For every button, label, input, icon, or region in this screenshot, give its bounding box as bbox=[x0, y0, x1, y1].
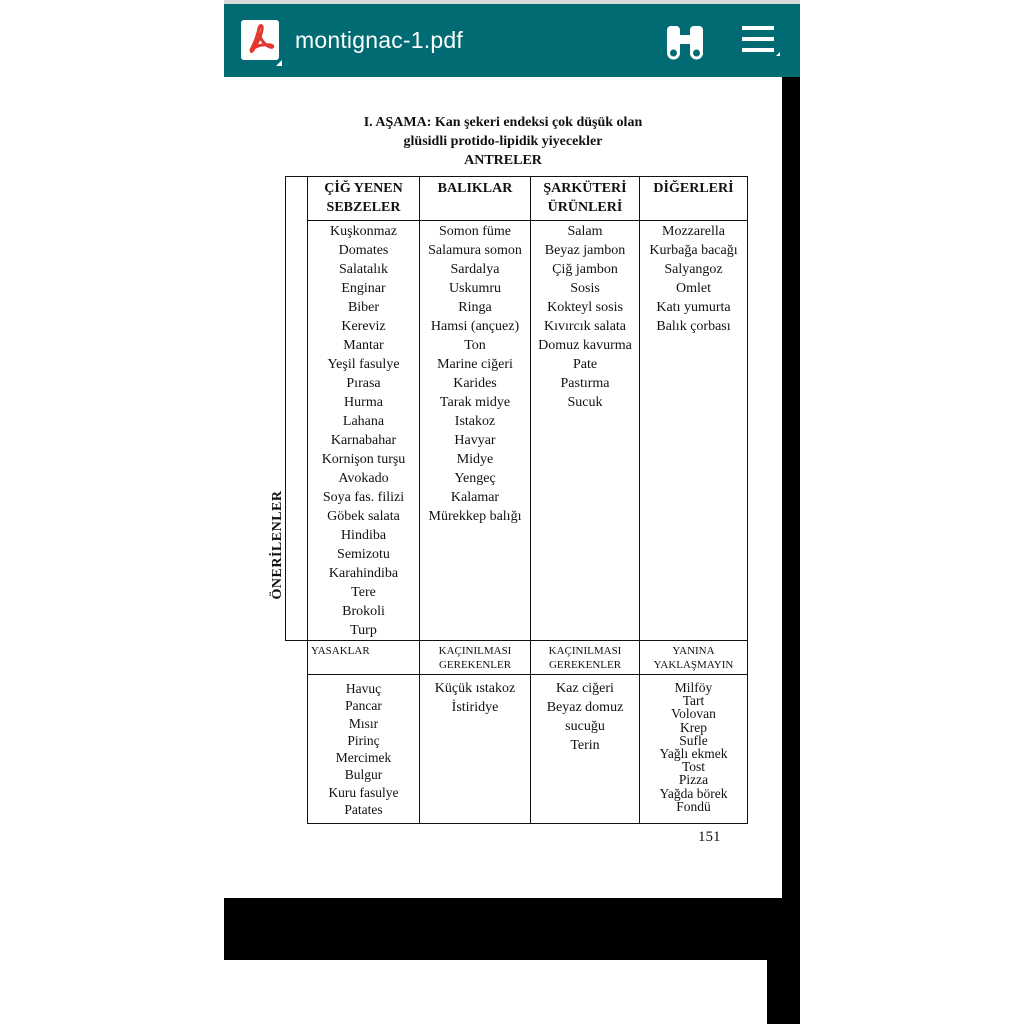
list-item: Ton bbox=[464, 338, 486, 353]
recommended-list-vegetables bbox=[308, 222, 419, 640]
pdf-icon[interactable] bbox=[241, 20, 279, 60]
heading-line-3: ANTRELER bbox=[464, 153, 542, 168]
list-item: Tart bbox=[682, 693, 705, 709]
list-item: Krep bbox=[680, 719, 707, 735]
page-gap bbox=[224, 898, 800, 960]
list-item: Mantar bbox=[343, 338, 384, 353]
forbidden-header-vegetables: YASAKLAR bbox=[311, 645, 370, 657]
col-header-line: BALIKLAR bbox=[437, 181, 513, 196]
forbidden-list-vegetables bbox=[308, 680, 419, 818]
list-item: Uskumru bbox=[448, 281, 502, 296]
toolbar bbox=[224, 0, 800, 77]
list-item: Karahindiba bbox=[328, 566, 399, 581]
pdf-viewer-app bbox=[224, 0, 800, 1024]
list-item: Kornişon turşu bbox=[321, 452, 406, 467]
list-item: Çiğ jambon bbox=[552, 262, 618, 277]
list-item: Mısır bbox=[348, 715, 379, 731]
forbidden-header-line: GEREKENLER bbox=[438, 659, 512, 671]
list-item: Enginar bbox=[341, 281, 386, 296]
file-title: montignac-1.pdf bbox=[295, 27, 463, 53]
forbidden-header-line: GEREKENLER bbox=[548, 659, 622, 671]
list-item: Sufle bbox=[679, 732, 708, 748]
list-item: Hamsi (ançuez) bbox=[430, 319, 520, 334]
list-item: Hindiba bbox=[340, 528, 387, 543]
list-item: Pate bbox=[572, 357, 598, 372]
list-item: Yengeç bbox=[454, 471, 496, 486]
table-border-bottom bbox=[307, 823, 747, 824]
list-item: sucuğu bbox=[565, 719, 605, 734]
forbidden-header-line: YANINA bbox=[672, 645, 715, 657]
list-item: Milföy bbox=[674, 680, 713, 695]
list-item: Turp bbox=[350, 623, 377, 638]
list-item: Patates bbox=[344, 802, 383, 818]
col-header-charcuterie bbox=[531, 179, 639, 217]
next-pdf-page bbox=[224, 960, 767, 1024]
list-item: Kaz ciğeri bbox=[556, 681, 614, 696]
col-header-line: DİĞERLERİ bbox=[653, 181, 734, 196]
forbidden-header-line: KAÇINILMASI bbox=[548, 645, 622, 657]
list-item: Brokoli bbox=[342, 604, 385, 619]
list-item: Tere bbox=[351, 585, 376, 600]
search-button[interactable] bbox=[664, 23, 706, 63]
table-forbidden-header-bottom bbox=[307, 674, 747, 675]
heading-line-1: I. AŞAMA: Kan şekeri endeksi çok düşük olan bbox=[363, 115, 643, 130]
list-item: Salamura somon bbox=[428, 243, 522, 258]
list-item: Pirinç bbox=[347, 732, 380, 748]
recommended-list-others bbox=[640, 222, 747, 336]
forbidden-header-line: YAKLAŞMAYIN bbox=[653, 659, 734, 671]
list-item: Mercimek bbox=[335, 750, 392, 766]
list-item: Yağda börek bbox=[659, 785, 728, 801]
list-item: Pizza bbox=[678, 772, 709, 788]
list-item: Kereviz bbox=[341, 319, 386, 334]
list-item: Karnabahar bbox=[330, 433, 397, 448]
list-item: Yeşil fasulye bbox=[327, 357, 400, 372]
table-recommended-bottom bbox=[285, 640, 747, 641]
list-item: Lahana bbox=[342, 414, 385, 429]
list-item: Yağlı ekmek bbox=[659, 745, 728, 761]
recommended-list-fish bbox=[420, 222, 530, 526]
col-header-fish bbox=[420, 179, 530, 198]
list-item: Salatalık bbox=[339, 262, 388, 277]
list-item: Küçük ıstakoz bbox=[434, 681, 516, 696]
side-label-recommended: ÖNERİLENLER bbox=[270, 490, 285, 600]
list-item: Domuz kavurma bbox=[538, 338, 632, 353]
list-item: Mürekkep balığı bbox=[428, 509, 522, 524]
list-item: Avokado bbox=[338, 471, 389, 486]
list-item: Katı yumurta bbox=[656, 300, 731, 315]
binoculars-icon bbox=[664, 23, 706, 63]
list-item: Sucuk bbox=[567, 395, 603, 410]
list-item: Kıvırcık salata bbox=[543, 319, 627, 334]
list-item: Balık çorbası bbox=[656, 319, 731, 334]
col-header-vegetables bbox=[308, 179, 419, 217]
list-item: Pırasa bbox=[346, 376, 381, 391]
col-header-line: ÜRÜNLERİ bbox=[547, 200, 623, 215]
table-header-divider bbox=[307, 220, 747, 221]
list-item: Mozzarella bbox=[662, 224, 725, 239]
list-item: Pancar bbox=[345, 698, 382, 714]
list-item: Kuru fasulye bbox=[328, 784, 399, 800]
list-item: Fondü bbox=[676, 798, 711, 814]
forbidden-header-others bbox=[640, 644, 747, 672]
table-border-top bbox=[307, 176, 747, 177]
forbidden-header-charcuterie bbox=[531, 644, 639, 672]
list-item: Beyaz domuz bbox=[546, 700, 624, 715]
pdf-page bbox=[224, 77, 782, 898]
list-item: Havyar bbox=[454, 433, 496, 448]
acrobat-logo bbox=[241, 20, 279, 60]
forbidden-header-fish bbox=[420, 644, 530, 672]
forbidden-header-line: KAÇINILMASI bbox=[438, 645, 512, 657]
list-item: Pastırma bbox=[560, 376, 610, 391]
list-item: Volovan bbox=[671, 706, 716, 722]
list-item: Biber bbox=[347, 300, 380, 315]
col-header-line: ŞARKÜTERİ bbox=[543, 181, 627, 196]
menu-button[interactable] bbox=[738, 22, 782, 64]
forbidden-list-charcuterie bbox=[531, 679, 639, 755]
list-item: Terin bbox=[570, 738, 600, 753]
list-item: İstiridye bbox=[451, 700, 499, 715]
recommended-list-charcuterie bbox=[531, 222, 639, 412]
list-item: Soya fas. filizi bbox=[322, 490, 405, 505]
col-header-others bbox=[640, 179, 747, 198]
menu-icon bbox=[738, 22, 782, 64]
list-item: Omlet bbox=[676, 281, 711, 296]
list-item: Havuç bbox=[345, 681, 382, 696]
forbidden-list-fish bbox=[420, 679, 530, 717]
list-item: Karides bbox=[453, 376, 497, 391]
col-header-line: ÇİĞ YENEN bbox=[324, 181, 403, 196]
list-item: Sardalya bbox=[450, 262, 500, 277]
list-item: Bulgur bbox=[344, 767, 383, 783]
list-item: Hurma bbox=[344, 395, 383, 410]
list-item: Kuşkonmaz bbox=[330, 224, 397, 239]
list-item: Kokteyl sosis bbox=[547, 300, 623, 315]
list-item: Sosis bbox=[570, 281, 600, 296]
pdf-icon-corner bbox=[276, 60, 282, 66]
list-item: Salam bbox=[567, 224, 603, 239]
col-header-line: SEBZELER bbox=[326, 200, 401, 215]
list-item: Salyangoz bbox=[664, 262, 723, 277]
list-item: Somon füme bbox=[439, 224, 511, 239]
list-item: Kalamar bbox=[450, 490, 500, 505]
list-item: Istakoz bbox=[454, 414, 496, 429]
list-item: Kurbağa bacağı bbox=[649, 243, 738, 258]
list-item: Tost bbox=[681, 759, 706, 775]
list-item: Marine ciğeri bbox=[437, 357, 513, 372]
document-viewport[interactable] bbox=[224, 77, 800, 898]
list-item: Beyaz jambon bbox=[544, 243, 626, 258]
list-item: Ringa bbox=[458, 300, 492, 315]
page-number: 151 bbox=[698, 829, 721, 845]
forbidden-list-others bbox=[640, 681, 747, 813]
list-item: Midye bbox=[456, 452, 494, 467]
list-item: Semizotu bbox=[337, 547, 390, 562]
list-item: Domates bbox=[338, 243, 389, 258]
heading-line-2: glüsidli protido-lipidik yiyecekler bbox=[403, 134, 603, 149]
side-label-top bbox=[285, 176, 307, 177]
list-item: Göbek salata bbox=[327, 509, 400, 524]
col-line-5 bbox=[747, 176, 748, 824]
list-item: Tarak midye bbox=[439, 395, 511, 410]
